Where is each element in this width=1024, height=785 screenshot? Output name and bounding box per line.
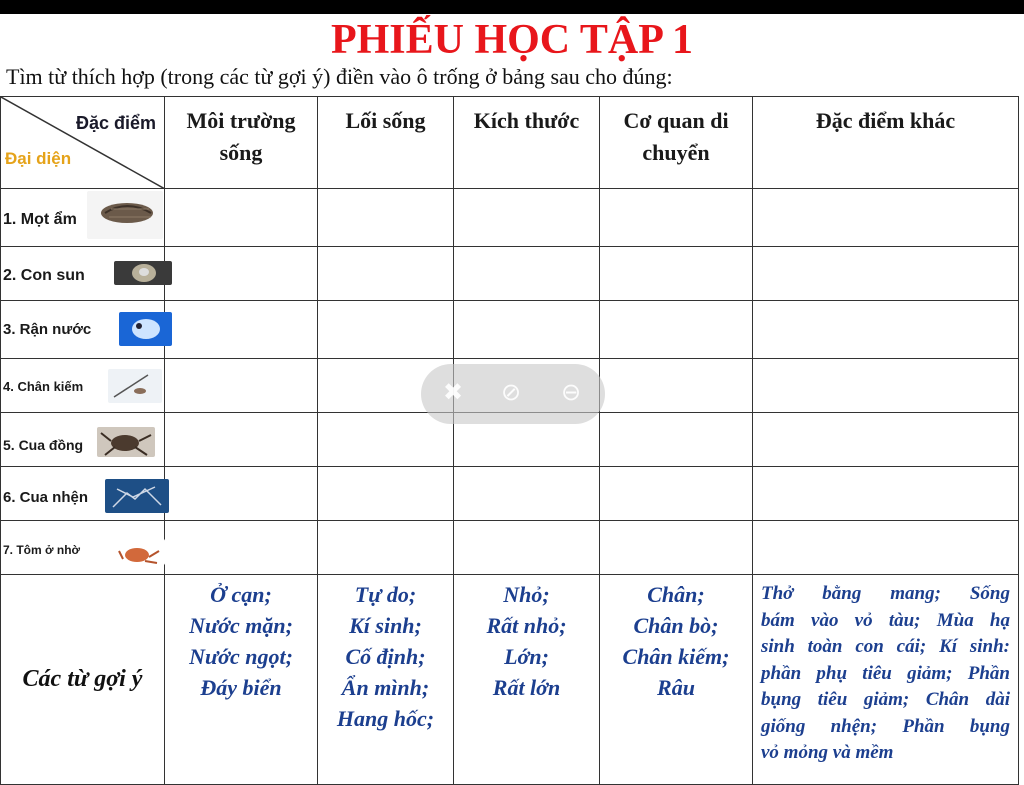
header-corner-cell — [1, 97, 165, 189]
woodlouse-icon — [87, 191, 163, 239]
field-crab-icon — [97, 427, 155, 457]
answer-cell[interactable] — [753, 521, 1019, 575]
barnacle-icon — [114, 261, 172, 285]
column-header-environment: Môi trường sống — [165, 97, 318, 189]
representative-cell — [1, 247, 165, 301]
hint-row — [1, 575, 1019, 785]
table-row — [1, 467, 1019, 521]
answer-cell[interactable] — [165, 359, 318, 413]
column-header-other: Đặc điểm khác — [753, 97, 1019, 189]
hint-size: Nhỏ; Rất nhỏ; Lớn; Rất lớn — [454, 575, 600, 785]
table-row — [1, 189, 1019, 247]
column-header-size: Kích thước — [454, 97, 600, 189]
representative-cell — [1, 189, 165, 247]
answer-cell[interactable] — [600, 359, 753, 413]
answer-cell[interactable] — [165, 189, 318, 247]
answer-cell[interactable] — [600, 189, 753, 247]
instruction-text: Tìm từ thích hợp (trong các từ gợi ý) điền vào ô trống ở bảng sau cho đúng: — [6, 64, 673, 89]
answer-cell[interactable] — [165, 467, 318, 521]
hint-row-label: Các từ gợi ý — [1, 575, 165, 785]
table-row — [1, 301, 1019, 359]
speaker-muted-icon[interactable]: ⊘ — [501, 378, 522, 406]
mute-mic-icon[interactable]: ✖ — [443, 378, 464, 406]
answer-cell[interactable] — [753, 189, 1019, 247]
representative-label: 6. Cua nhện — [3, 489, 89, 506]
header-row — [1, 97, 1019, 189]
answer-cell[interactable] — [454, 521, 600, 575]
answer-cell[interactable] — [318, 521, 454, 575]
answer-cell[interactable] — [753, 247, 1019, 301]
hint-environment: Ở cạn; Nước mặn; Nước ngọt; Đáy biển — [165, 575, 318, 785]
answer-cell[interactable] — [454, 247, 600, 301]
answer-cell[interactable] — [318, 301, 454, 359]
hint-locomotion: Chân; Chân bò; Chân kiếm; Râu — [600, 575, 753, 785]
representative-label: 7. Tôm ở nhờ — [3, 543, 81, 557]
column-header-locomotion: Cơ quan di chuyển — [600, 97, 753, 189]
worksheet-table — [0, 96, 1019, 785]
answer-cell[interactable] — [165, 247, 318, 301]
answer-cell[interactable] — [454, 189, 600, 247]
hermit-crab-icon — [117, 539, 165, 565]
water-flea-icon — [119, 312, 172, 346]
representative-cell — [1, 521, 165, 575]
characteristic-heading: Đặc điểm — [75, 113, 156, 133]
answer-cell[interactable] — [753, 301, 1019, 359]
hint-lifestyle: Tự do; Kí sinh; Cố định; Ẩn mình; Hang hốc; — [318, 575, 454, 785]
spider-crab-icon — [105, 479, 169, 513]
representative-cell — [1, 467, 165, 521]
answer-cell[interactable] — [165, 521, 318, 575]
representative-label: 5. Cua đồng — [3, 437, 84, 453]
column-header-lifestyle: Lối sống — [318, 97, 454, 189]
worksheet-title: PHIẾU HỌC TẬP 1 — [330, 17, 694, 63]
answer-cell[interactable] — [600, 247, 753, 301]
representative-label: 3. Rận nước — [3, 321, 92, 338]
answer-cell[interactable] — [454, 301, 600, 359]
table-row — [1, 521, 1019, 575]
minimize-icon[interactable]: ⊖ — [561, 378, 582, 406]
answer-cell[interactable] — [600, 521, 753, 575]
representative-label: 1. Mọt ẩm — [3, 211, 77, 228]
answer-cell[interactable] — [753, 359, 1019, 413]
answer-cell[interactable] — [753, 413, 1019, 467]
answer-cell[interactable] — [318, 413, 454, 467]
representative-cell — [1, 301, 165, 359]
representative-label: 4. Chân kiếm — [3, 379, 84, 394]
representative-label: 2. Con sun — [3, 267, 85, 284]
answer-cell[interactable] — [165, 413, 318, 467]
answer-cell[interactable] — [600, 467, 753, 521]
representative-cell — [1, 359, 165, 413]
answer-cell[interactable] — [318, 467, 454, 521]
answer-cell[interactable] — [600, 301, 753, 359]
answer-cell[interactable] — [454, 467, 600, 521]
hint-other-characteristics: Thở bằng mang; Sống bám vào vỏ tàu; Mùa hạ sinh toàn con cái; Kí sinh: phần phụ tiêu giảm; Phần bụng tiêu giảm; Chân dài giống nhện; Phần bụng vỏ mỏng và mềm — [753, 575, 1019, 785]
answer-cell[interactable] — [318, 247, 454, 301]
answer-cell[interactable] — [318, 189, 454, 247]
copepod-icon — [108, 369, 162, 403]
answer-cell[interactable] — [753, 467, 1019, 521]
representative-cell — [1, 413, 165, 467]
table-row — [1, 247, 1019, 301]
answer-cell[interactable] — [600, 413, 753, 467]
media-control-overlay — [421, 364, 605, 424]
answer-cell[interactable] — [165, 301, 318, 359]
top-black-bar — [0, 0, 1024, 14]
representative-heading: Đại diện — [5, 149, 72, 168]
diagonal-divider — [1, 97, 165, 189]
